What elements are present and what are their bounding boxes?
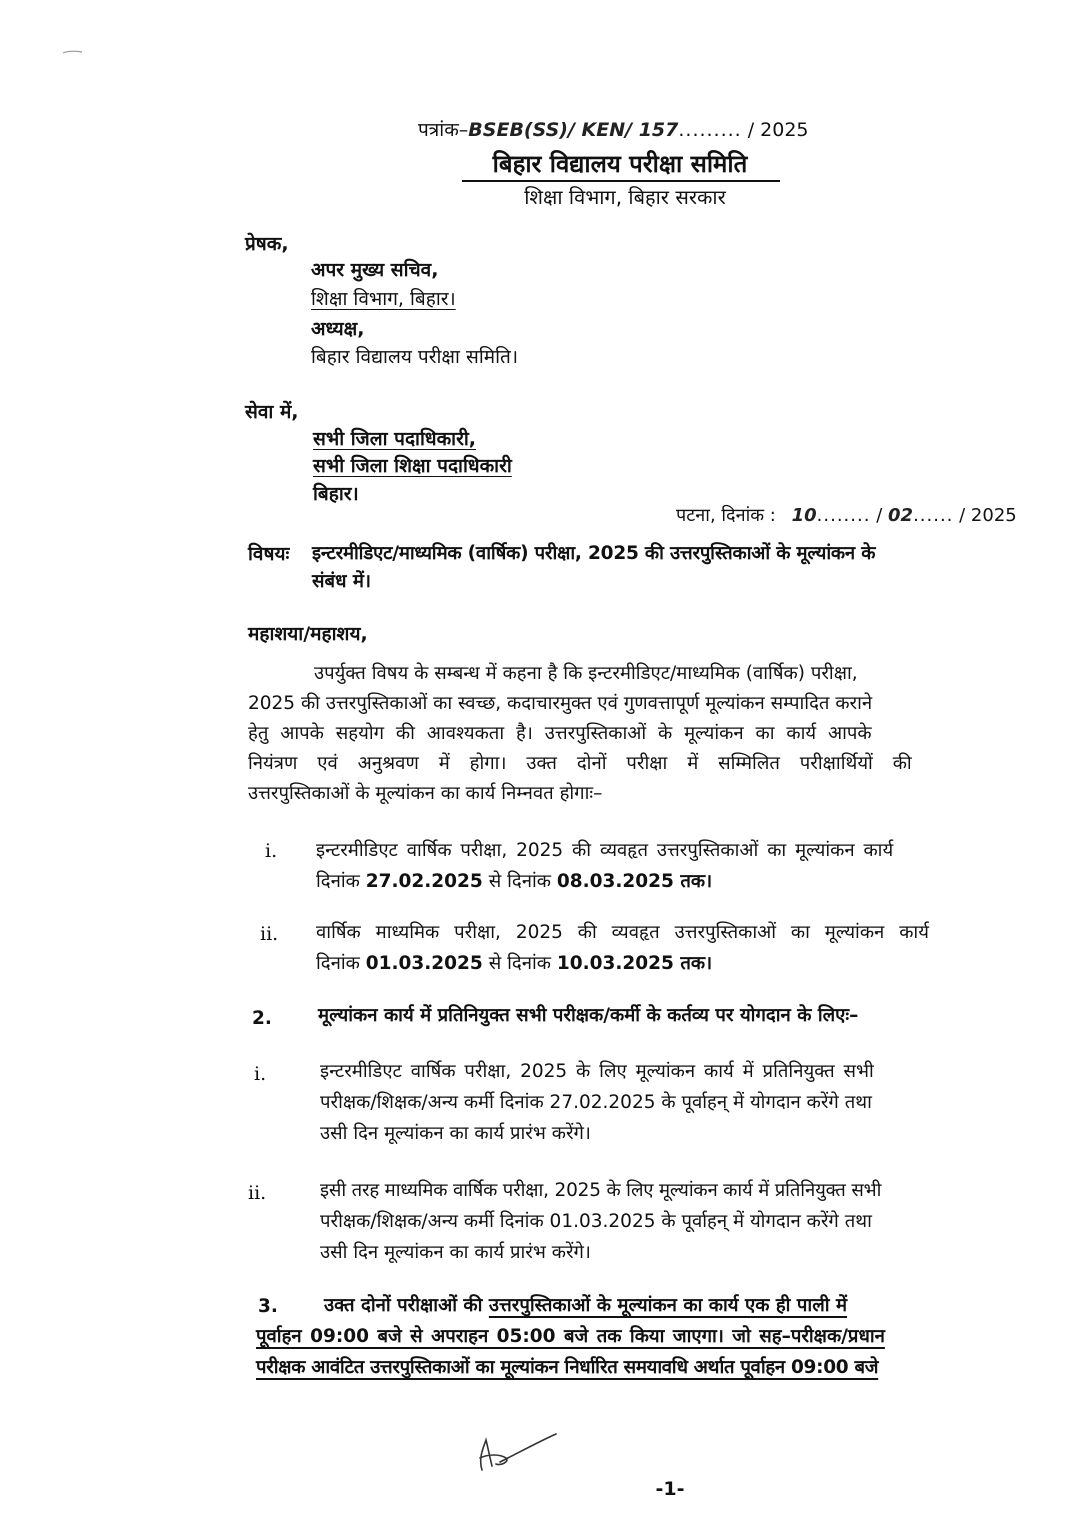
date-line — [676, 503, 1017, 527]
subject-line-1: इन्टरमीडिएट/माध्यमिक (वार्षिक) परीक्षा, 2025 की उत्तरपुस्तिकाओं के मूल्यांकन के — [312, 543, 876, 564]
intro-line-1: उपर्युक्त विषय के सम्बन्ध में कहना है कि इन्टरमीडिएट/माध्यमिक (वार्षिक) परीक्षा, — [314, 663, 858, 684]
date-day-dots: ........ — [816, 505, 871, 526]
list1-item-2-to-label: से दिनांक — [482, 953, 557, 974]
reference-dots: ......... — [678, 119, 742, 141]
sender-name-2: अध्यक्ष, — [311, 318, 365, 340]
date-year: / 2025 — [959, 505, 1017, 526]
section-2-item-2-line-3: उसी दिन मूल्यांकन का कार्य प्रारंभ करेंगे। — [320, 1242, 591, 1263]
list1-item-1 — [316, 835, 1002, 897]
section-3-line-3: परीक्षक आवंटित उत्तरपुस्तिकाओं का मूल्यांकन निर्धारित समयावधि अर्थात पूर्वाहन 09:00 बजे — [256, 1357, 879, 1378]
date-month-dots: ...... — [913, 505, 954, 526]
date-prefix: पटना, दिनांक : — [676, 505, 776, 526]
reference-number: BSEB(SS)/ KEN/ 157 — [468, 119, 679, 141]
recipient-line-2: सभी जिला शिक्षा पदाधिकारी — [313, 455, 512, 477]
signature-initials-graphic — [470, 1428, 565, 1478]
scan-mark-graphic — [62, 49, 84, 55]
list1-item-2-to-date: 10.03.2025 तक। — [556, 953, 713, 974]
section-3-line-1-start: उक्त दोनों परीक्षाओं की — [324, 1295, 489, 1316]
section-2-item-1-line-1: इन्टरमीडिएट वार्षिक परीक्षा, 2025 के लिए मूल्यांकन कार्य में प्रतिनियुक्त सभी — [320, 1061, 874, 1082]
list1-item-1-line-1: इन्टरमीडिएट वार्षिक परीक्षा, 2025 की व्यवहृत उत्तरपुस्तिकाओं का मूल्यांकन कार्य — [316, 840, 894, 861]
list1-item-2 — [316, 917, 1002, 979]
list1-item-2-from-date: 01.03.2025 — [365, 953, 483, 974]
section-2-item-1-number: i. — [254, 1063, 267, 1085]
section-3-line-1 — [256, 1290, 1006, 1321]
org-name: बिहार विद्यालय परीक्षा समिति — [492, 150, 748, 178]
salutation: महाशया/महाशय, — [248, 623, 368, 645]
section-2-item-2-number: ii. — [248, 1182, 267, 1204]
reference-year: / 2025 — [747, 119, 809, 141]
sender-dept-1: शिक्षा विभाग, बिहार। — [311, 288, 456, 310]
sender-dept-2: बिहार विद्यालय परीक्षा समिति। — [311, 346, 519, 368]
intro-line-2: 2025 की उत्तरपुस्तिकाओं का स्वच्छ, कदाचारमुक्त एवं गुणवत्तापूर्ण मूल्यांकन सम्पादित कराने — [248, 693, 873, 714]
section-2-item-1 — [320, 1056, 1002, 1149]
section-2-item-1-line-3: उसी दिन मूल्यांकन का कार्य प्रारंभ करेंगे। — [320, 1123, 591, 1144]
org-department: शिक्षा विभाग, बिहार सरकार — [524, 185, 726, 209]
list1-item-2-line-1: वार्षिक माध्यमिक परीक्षा, 2025 की व्यवहृत उत्तरपुस्तिकाओं का मूल्यांकन कार्य — [316, 922, 929, 943]
section-3-line-2: पूर्वाहन 09:00 बजे से अपराहन 05:00 बजे तक किया जाएगा। जो सह–परीक्षक/प्रधान — [256, 1326, 885, 1347]
date-day: 10 — [791, 505, 817, 526]
signature-initials — [470, 1428, 565, 1478]
page-number: -1- — [655, 1478, 685, 1500]
intro-line-5: उत्तरपुस्तिकाओं के मूल्यांकन का कार्य निम्नवत होगाः– — [248, 783, 603, 804]
reference-line — [418, 116, 809, 142]
list1-item-1-to-date: 08.03.2025 तक। — [556, 871, 713, 892]
list1-item-1-from-label: दिनांक — [316, 871, 366, 892]
list1-item-2-from-label: दिनांक — [316, 953, 366, 974]
section-2-item-2-line-2: परीक्षक/शिक्षक/अन्य कर्मी दिनांक 01.03.2025 के पूर्वाहन् में योगदान करेंगे तथा — [320, 1211, 872, 1232]
section-2-number: 2. — [252, 1008, 272, 1029]
section-3-number: 3. — [258, 1296, 278, 1317]
section-3 — [256, 1290, 1006, 1383]
section-3-line-1-underlined: उत्तरपुस्तिकाओं के मूल्यांकन का कार्य एक ही पाली में — [488, 1295, 848, 1316]
list1-item-1-from-date: 27.02.2025 — [365, 871, 483, 892]
scan-mark — [62, 40, 84, 44]
intro-line-3: हेतु आपके सहयोग की आवश्यकता है। उत्तरपुस्तिकाओं के मूल्यांकन का कार्य आपके — [248, 723, 872, 744]
list1-item-1-number: i. — [265, 840, 278, 862]
intro-line-4: नियंत्रण एवं अनुश्रवण में होगा। उक्त दोनों परीक्षा में सम्मिलित परीक्षार्थियों की — [248, 753, 912, 774]
intro-paragraph — [248, 659, 1000, 809]
subject-label: विषयः — [248, 543, 290, 565]
recipient-line-3: बिहार। — [313, 483, 359, 505]
date-month: 02 — [888, 505, 914, 526]
list1-item-1-line-2 — [316, 866, 1002, 897]
sender-label: प्रेषक, — [245, 233, 289, 255]
reference-label: पत्रांक– — [418, 119, 469, 141]
list1-item-2-line-2 — [316, 948, 1002, 979]
date-separator: / — [876, 505, 883, 526]
sender-name-1: अपर मुख्य सचिव, — [311, 259, 439, 281]
subject-line-2: संबंध में। — [312, 571, 371, 592]
section-2-item-2-line-1: इसी तरह माध्यमिक वार्षिक परीक्षा, 2025 के लिए मूल्यांकन कार्य में प्रतिनियुक्त सभी — [320, 1180, 882, 1201]
section-2-item-1-line-2: परीक्षक/शिक्षक/अन्य कर्मी दिनांक 27.02.2025 के पूर्वाहन् में योगदान करेंगे तथा — [320, 1092, 872, 1113]
list1-item-2-number: ii. — [260, 923, 279, 945]
recipient-line-1: सभी जिला पदाधिकारी, — [313, 428, 477, 450]
section-2-heading: मूल्यांकन कार्य में प्रतिनियुक्त सभी परीक्षक/कर्मी के कर्तव्य पर योगदान के लिएः– — [318, 1005, 859, 1026]
list1-item-1-to-label: से दिनांक — [482, 871, 557, 892]
org-name-underline — [462, 180, 780, 182]
recipient-label: सेवा में, — [245, 401, 299, 423]
section-2-item-2 — [320, 1175, 1002, 1268]
